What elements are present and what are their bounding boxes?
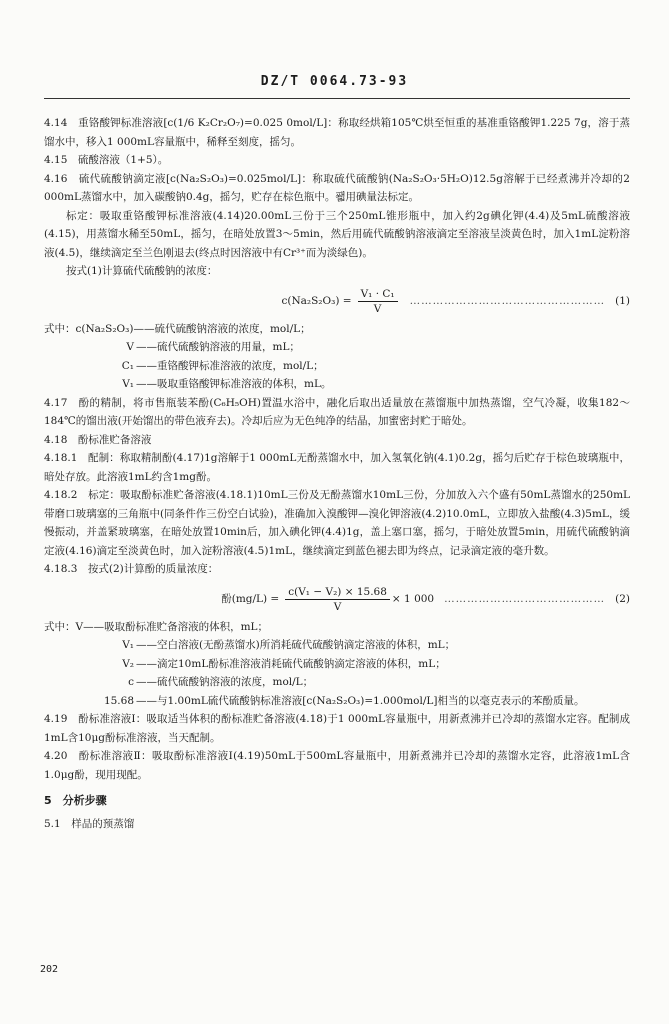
variable-symbol: V (126, 341, 134, 353)
variable-row (44, 375, 630, 394)
para-4-14: 4.14 重铬酸钾标准溶液[c(1/6 K₂Cr₂O₇)=0.025 0mol/L]：称取经烘箱105℃烘至恒重的基准重铬酸钾1.225 7g，溶于蒸馏水中，移入1 000mL容量瓶中，稀释至刻度，摇匀。 (44, 117, 630, 148)
formula-2-numerator: c(V₁ − V₂) × 15.68 (285, 585, 390, 600)
variable-description: ——滴定10mL酚标准溶液消耗硫代硫酸钠滴定溶液的体积，mL； (136, 657, 446, 670)
leader-dots: …………………………………… (444, 592, 606, 605)
variable-row (44, 618, 630, 637)
variable-description: ——吸取酚标准贮备溶液的体积，mL； (83, 620, 269, 633)
where-label: 式中： (44, 322, 76, 335)
variable-description: ——硫代硫酸钠溶液的用量，mL； (136, 341, 300, 353)
variable-description: ——硫代硫酸钠溶液的浓度，mol/L； (133, 322, 311, 335)
para-4-17: 4.17 酚的精制，将市售瓶装苯酚(C₆H₅OH)置温水浴中，融化后取出适量放在蒸馏瓶中加热蒸馏，空气冷凝，收集182～184℃的馏出液(开始馏出的带色液弃去)。冷却后应为无色纯净的结晶，加蜜密封贮于暗处。 (44, 396, 630, 427)
formula-2-number: (2) (615, 592, 630, 605)
variable-description: ——硫代硫酸钠溶液的浓度，mol/L； (136, 676, 314, 688)
formula-1 (44, 287, 630, 316)
para-4-16-calibration: 标定：吸取重铬酸钾标准溶液(4.14)20.00mL三份于三个250mL锥形瓶中，加入约2g碘化钾(4.4)及5mL硫酸溶液(4.15)，用蒸馏水稀至50mL，摇匀，在暗处放置3～5min，然后用硫代硫酸钠溶液滴定至溶液呈淡黄色时，加入1mL淀粉溶液(4.5)，继续滴定至兰色刚退去(终点时因溶液中有Cr³⁺而为淡绿色)。 (44, 209, 630, 259)
formula-2 (44, 585, 630, 614)
variable-symbol: 15.68 (103, 694, 134, 707)
variable-row (44, 320, 630, 339)
variable-symbol: V₁ (122, 639, 134, 651)
header-rule (44, 98, 630, 99)
para-4-19: 4.19 酚标准溶液Ⅰ：吸取适当体积的酚标准贮备溶液(4.18)于1 000mL容量瓶中，用新煮沸并已冷却的蒸馏水定容。配制成1mL含10μg酚标准溶液，当天配制。 (44, 713, 630, 744)
variable-symbol: C₁ (121, 359, 134, 372)
formula-2-fraction (285, 585, 390, 614)
variable-row (44, 673, 630, 692)
formula-2-variables (44, 618, 630, 711)
variable-row (44, 357, 630, 376)
para-4-16: 4.16 硫代硫酸钠滴定液[c(Na₂S₂O₃)=0.025mol/L]：称取硫代硫酸钠(Na₂S₂O₃·5H₂O)12.5g溶解于已经煮沸并冷却的2 000mL蒸馏水中，加入碳酸钠0.4g，摇匀，贮存在棕色瓶中。퐯用碘量法标定。 (44, 172, 630, 203)
para-4-16-formula-intro: 按式(1)计算硫代硫酸钠的浓度： (66, 265, 218, 277)
variable-symbol: c(Na₂S₂O₃) (75, 322, 134, 335)
para-4-18-2: 4.18.2 标定：吸取酚标准贮备溶液(4.18.1)10mL三份及无酚蒸馏水10mL三份，分加放入六个盛有50mL蒸馏水的250mL带磨口玻璃塞的三角瓶中(同条件作三份空白试验)，准确加入溴酸钾—溴化钾溶液(4.2)10.0mL，立即放入盐酸(4.3)5mL，缓慢振动，并盖紧玻璃塞，在暗处放置10min后，加入碘化钾(4.4)1g，盖上塞口塞，摇匀，于暗处放置5min，用硫代硫酸钠滴定液(4.16)滴定至淡黄色时，加入淀粉溶液(4.5)1mL，继续滴定到蓝色褪去即为终点，记录滴定液的毫升数。 (44, 489, 630, 557)
formula-1-denominator: V (373, 302, 382, 315)
variable-symbol: c (128, 676, 134, 688)
formula-1-numerator: V₁ · C₁ (358, 287, 398, 302)
para-4-15: 4.15 硫酸溶液（1+5）。 (44, 154, 169, 166)
section-5-heading: 5 分析步骤 (44, 794, 107, 807)
formula-1-fraction (358, 287, 398, 316)
variable-symbol: V₂ (122, 657, 134, 670)
formula-2-denominator: V (333, 600, 342, 613)
standard-code-header: DZ/T 0064.73-93 (260, 74, 409, 89)
formula-1-variables (44, 320, 630, 394)
page-number: 202 (40, 964, 59, 975)
para-4-18-1: 4.18.1 配制：称取精制酚(4.17)1g溶解于1 000mL无酚蒸馏水中，加入氢氧化钠(4.1)0.2g，摇匀后贮存于棕色玻璃瓶中，暗处存放。此溶液1mL约含1mg酚。 (44, 452, 630, 483)
variable-row (44, 338, 630, 357)
where-label: 式中： (44, 620, 76, 633)
variable-description: ——与1.00mL硫代硫酸钠标准溶液[c(Na₂S₂O₃)=1.000mol/L]相当的以毫克表示的苯酚质量。 (136, 694, 585, 707)
para-4-18: 4.18 酚标准贮备溶液 (44, 433, 152, 446)
formula-2-lhs: 酚(mg/L) = (221, 592, 280, 605)
para-4-18-3: 4.18.3 按式(2)计算酚的质量浓度： (44, 563, 219, 575)
section-5-1-heading: 5.1 样品的预蒸馏 (44, 817, 135, 830)
para-4-20: 4.20 酚标准溶液Ⅱ：吸取酚标准溶液Ⅰ(4.19)50mL于500mL容量瓶中，用新煮沸并已冷却的蒸馏水定容，此溶液1mL含1.0μg酚，现用现配。 (44, 750, 630, 781)
variable-row (44, 636, 630, 655)
variable-description: ——重铬酸钾标准溶液的浓度，mol/L； (136, 359, 324, 372)
formula-1-lhs: c(Na₂S₂O₃) = (281, 294, 352, 307)
body-content (44, 114, 630, 833)
leader-dots: …………………………………………… (409, 294, 606, 307)
variable-row (44, 692, 630, 711)
variable-description: ——吸取重铬酸钾标准溶液的体积，mL。 (136, 378, 332, 390)
formula-2-tail: × 1 000 (391, 592, 435, 605)
formula-1-number: (1) (615, 294, 630, 307)
variable-description: ——空白溶液(无酚蒸馏水)所消耗硫代硫酸钠滴定溶液的体积，mL； (136, 639, 456, 651)
variable-row (44, 655, 630, 674)
variable-symbol: V (75, 620, 84, 633)
variable-symbol: V₁ (122, 378, 134, 390)
